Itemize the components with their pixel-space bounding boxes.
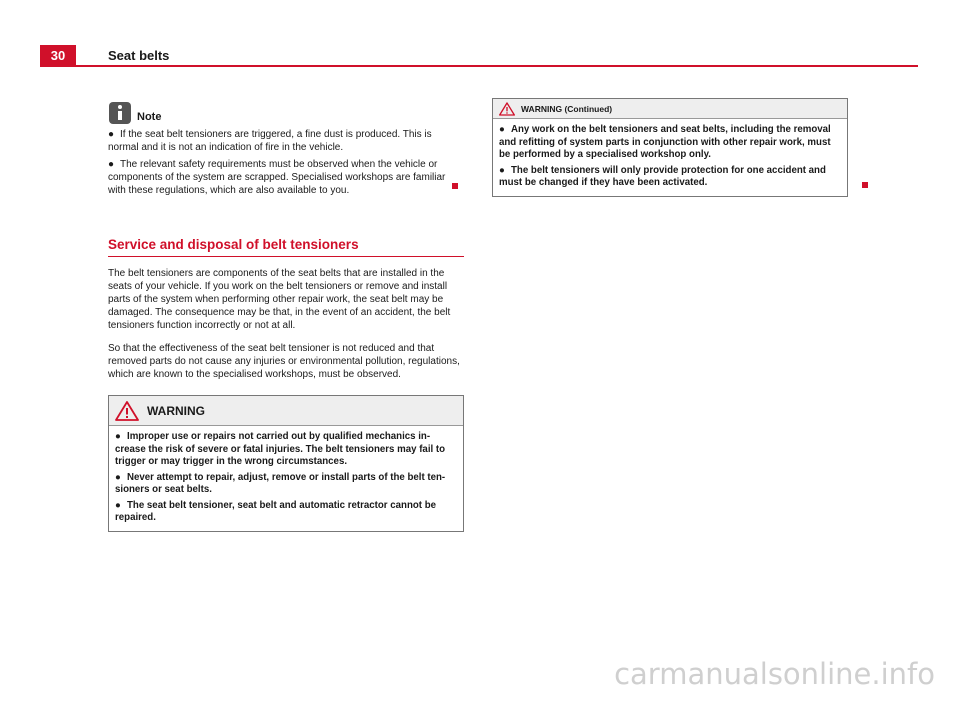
body-paragraph: The belt tensioners are components of the seat belts that are installed in the seats of your vehicle. If you work on the belt tensioners or remove and install parts of the system when performing other repair work, the seat belt may be damaged. The consequence may be that, in the event of an accident, the belt tensioners function incorrectly or not at all. bbox=[108, 268, 451, 331]
warning-triangle-icon bbox=[115, 401, 139, 421]
info-icon bbox=[109, 102, 131, 124]
warning-bullet-text: The seat belt tensioner, seat belt and automatic retractor cannot be repaired. bbox=[115, 499, 437, 523]
watermark: carmanualsonline.info bbox=[614, 657, 935, 691]
warning-bullet-text: Never attempt to repair, adjust, remove or install parts of the belt tensioners or seat belts. bbox=[115, 471, 446, 495]
warning-body bbox=[109, 426, 463, 531]
left-column bbox=[108, 100, 464, 532]
note-bullet bbox=[108, 158, 464, 197]
warning-bullet bbox=[115, 431, 457, 469]
note-bullet-text: If the seat belt tensioners are triggered, a fine dust is produced. This is normal and it is not an indication of fire in the vehicle. bbox=[108, 129, 432, 153]
warning-bullet bbox=[499, 124, 841, 162]
end-of-section-marker bbox=[862, 182, 868, 188]
warning-bullet bbox=[499, 165, 841, 190]
bullet-marker: ● bbox=[115, 499, 121, 511]
bullet-marker: ● bbox=[115, 471, 121, 483]
warning-bullet-text: Any work on the belt tensioners and seat belts, including the removal and refitting of system parts in conjunction with other repair work, must be performed by a specialised workshop only. bbox=[499, 124, 831, 160]
bullet-marker: ● bbox=[108, 129, 115, 140]
warning-triangle-icon bbox=[499, 102, 515, 116]
warning-continued-body bbox=[493, 119, 847, 196]
bullet-marker: ● bbox=[499, 124, 505, 135]
warning-bullet-text: The belt tensioners will only provide protection for one accident and must be changed if they have been activated. bbox=[499, 164, 826, 188]
section-title: Seat belts bbox=[108, 48, 170, 63]
warning-continued-header bbox=[493, 99, 847, 119]
page-header bbox=[40, 45, 918, 67]
page-number: 30 bbox=[40, 45, 76, 67]
note-block bbox=[108, 100, 464, 197]
right-column bbox=[492, 98, 848, 197]
section-heading: Service and disposal of belt tensioners bbox=[108, 237, 464, 257]
warning-box bbox=[108, 395, 464, 532]
warning-header bbox=[109, 396, 463, 426]
note-bullet bbox=[108, 128, 464, 154]
warning-continued-box bbox=[492, 98, 848, 197]
warning-bullet bbox=[115, 472, 457, 497]
warning-bullet bbox=[115, 500, 457, 525]
note-header bbox=[108, 100, 464, 124]
bullet-marker: ● bbox=[115, 431, 121, 442]
warning-continued-title: WARNING (Continued) bbox=[521, 103, 613, 114]
bullet-marker: ● bbox=[108, 159, 115, 170]
warning-title: WARNING bbox=[147, 403, 205, 418]
body-paragraph: So that the effectiveness of the seat belt tensioner is not reduced and that removed parts do not cause any injuries or environmental pollution, regulations, which are known to the specialised workshops, must be observed. bbox=[108, 343, 460, 380]
note-title: Note bbox=[137, 111, 162, 123]
warning-bullet-text: Improper use or repairs not carried out by qualified mechanics increase the risk of severe or fatal injuries. The belt tensioners may fail to trigger or may trigger in the wrong circumstances. bbox=[115, 431, 446, 467]
end-of-section-marker bbox=[452, 183, 458, 189]
note-bullet-text: The relevant safety requirements must be observed when the vehicle or components of the system are scrapped. Specialised workshops are familiar with these regulations, which are also available to you. bbox=[108, 159, 446, 196]
bullet-marker: ● bbox=[499, 164, 505, 176]
